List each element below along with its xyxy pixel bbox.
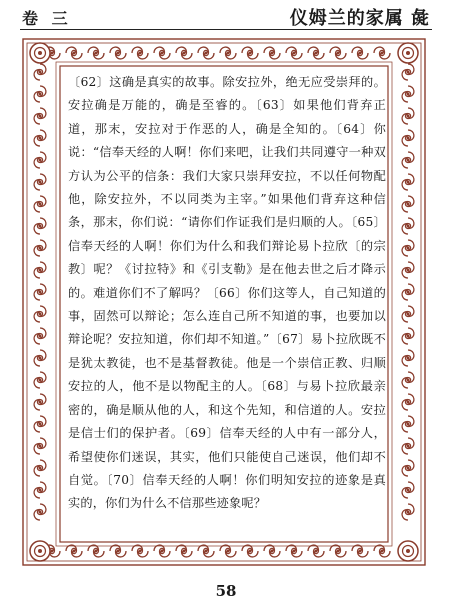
page-header: [0, 0, 452, 34]
header-rule: [20, 29, 432, 30]
volume-label: 卷 三: [22, 9, 72, 28]
chapter-title: 仪姆兰的家属 彘: [289, 8, 430, 29]
page-body: [68, 71, 386, 541]
page-number: 58: [215, 582, 237, 600]
body-paragraph: 〔62〕这确是真实的故事。除安拉外，绝无应受崇拜的。安拉确是万能的，确是至睿的。〔63〕如果他们背弃正道，那末，安拉对于作恶的人，确是全知的。〔64〕你说：“信奉天经的人啊！你们来吧，让我们共同遵守一种双方认为公平的信条：我们大家只崇拜安拉，不以任何物配他，除安拉外，不以同类为主宰。”如果他们背弃这种信条，那末，你们说：“请你们作证我们是归顺的人。〔65〕信奉天经的人啊！你们为什么和我们辩论易卜拉欣〔的宗教〕呢？《讨拉特》和《引支勒》是在他去世之后才降示的。难道你们不了解吗？〔66〕你们这等人，自己知道的事，固然可以辩论；怎么连自己所不知道的事，也要加以辩论呢？安拉知道，你们却不知道。”〔67〕易卜拉欣既不是犹太教徒，也不是基督教徒。他是一个崇信正教、归顺安拉的人，他不是以物配主的人。〔68〕与易卜拉欣最亲密的，确是顺从他的人，和这个先知，和信道的人。安拉是信士们的保护者。〔69〕信奉天经的人中有一部分人，希望使你们迷误，其实，他们只能使自己迷误，他们却不自觉。〔70〕信奉天经的人啊！你们明知安拉的迹象是真实的，你们为什么不信那些迹象呢？: [68, 75, 386, 511]
